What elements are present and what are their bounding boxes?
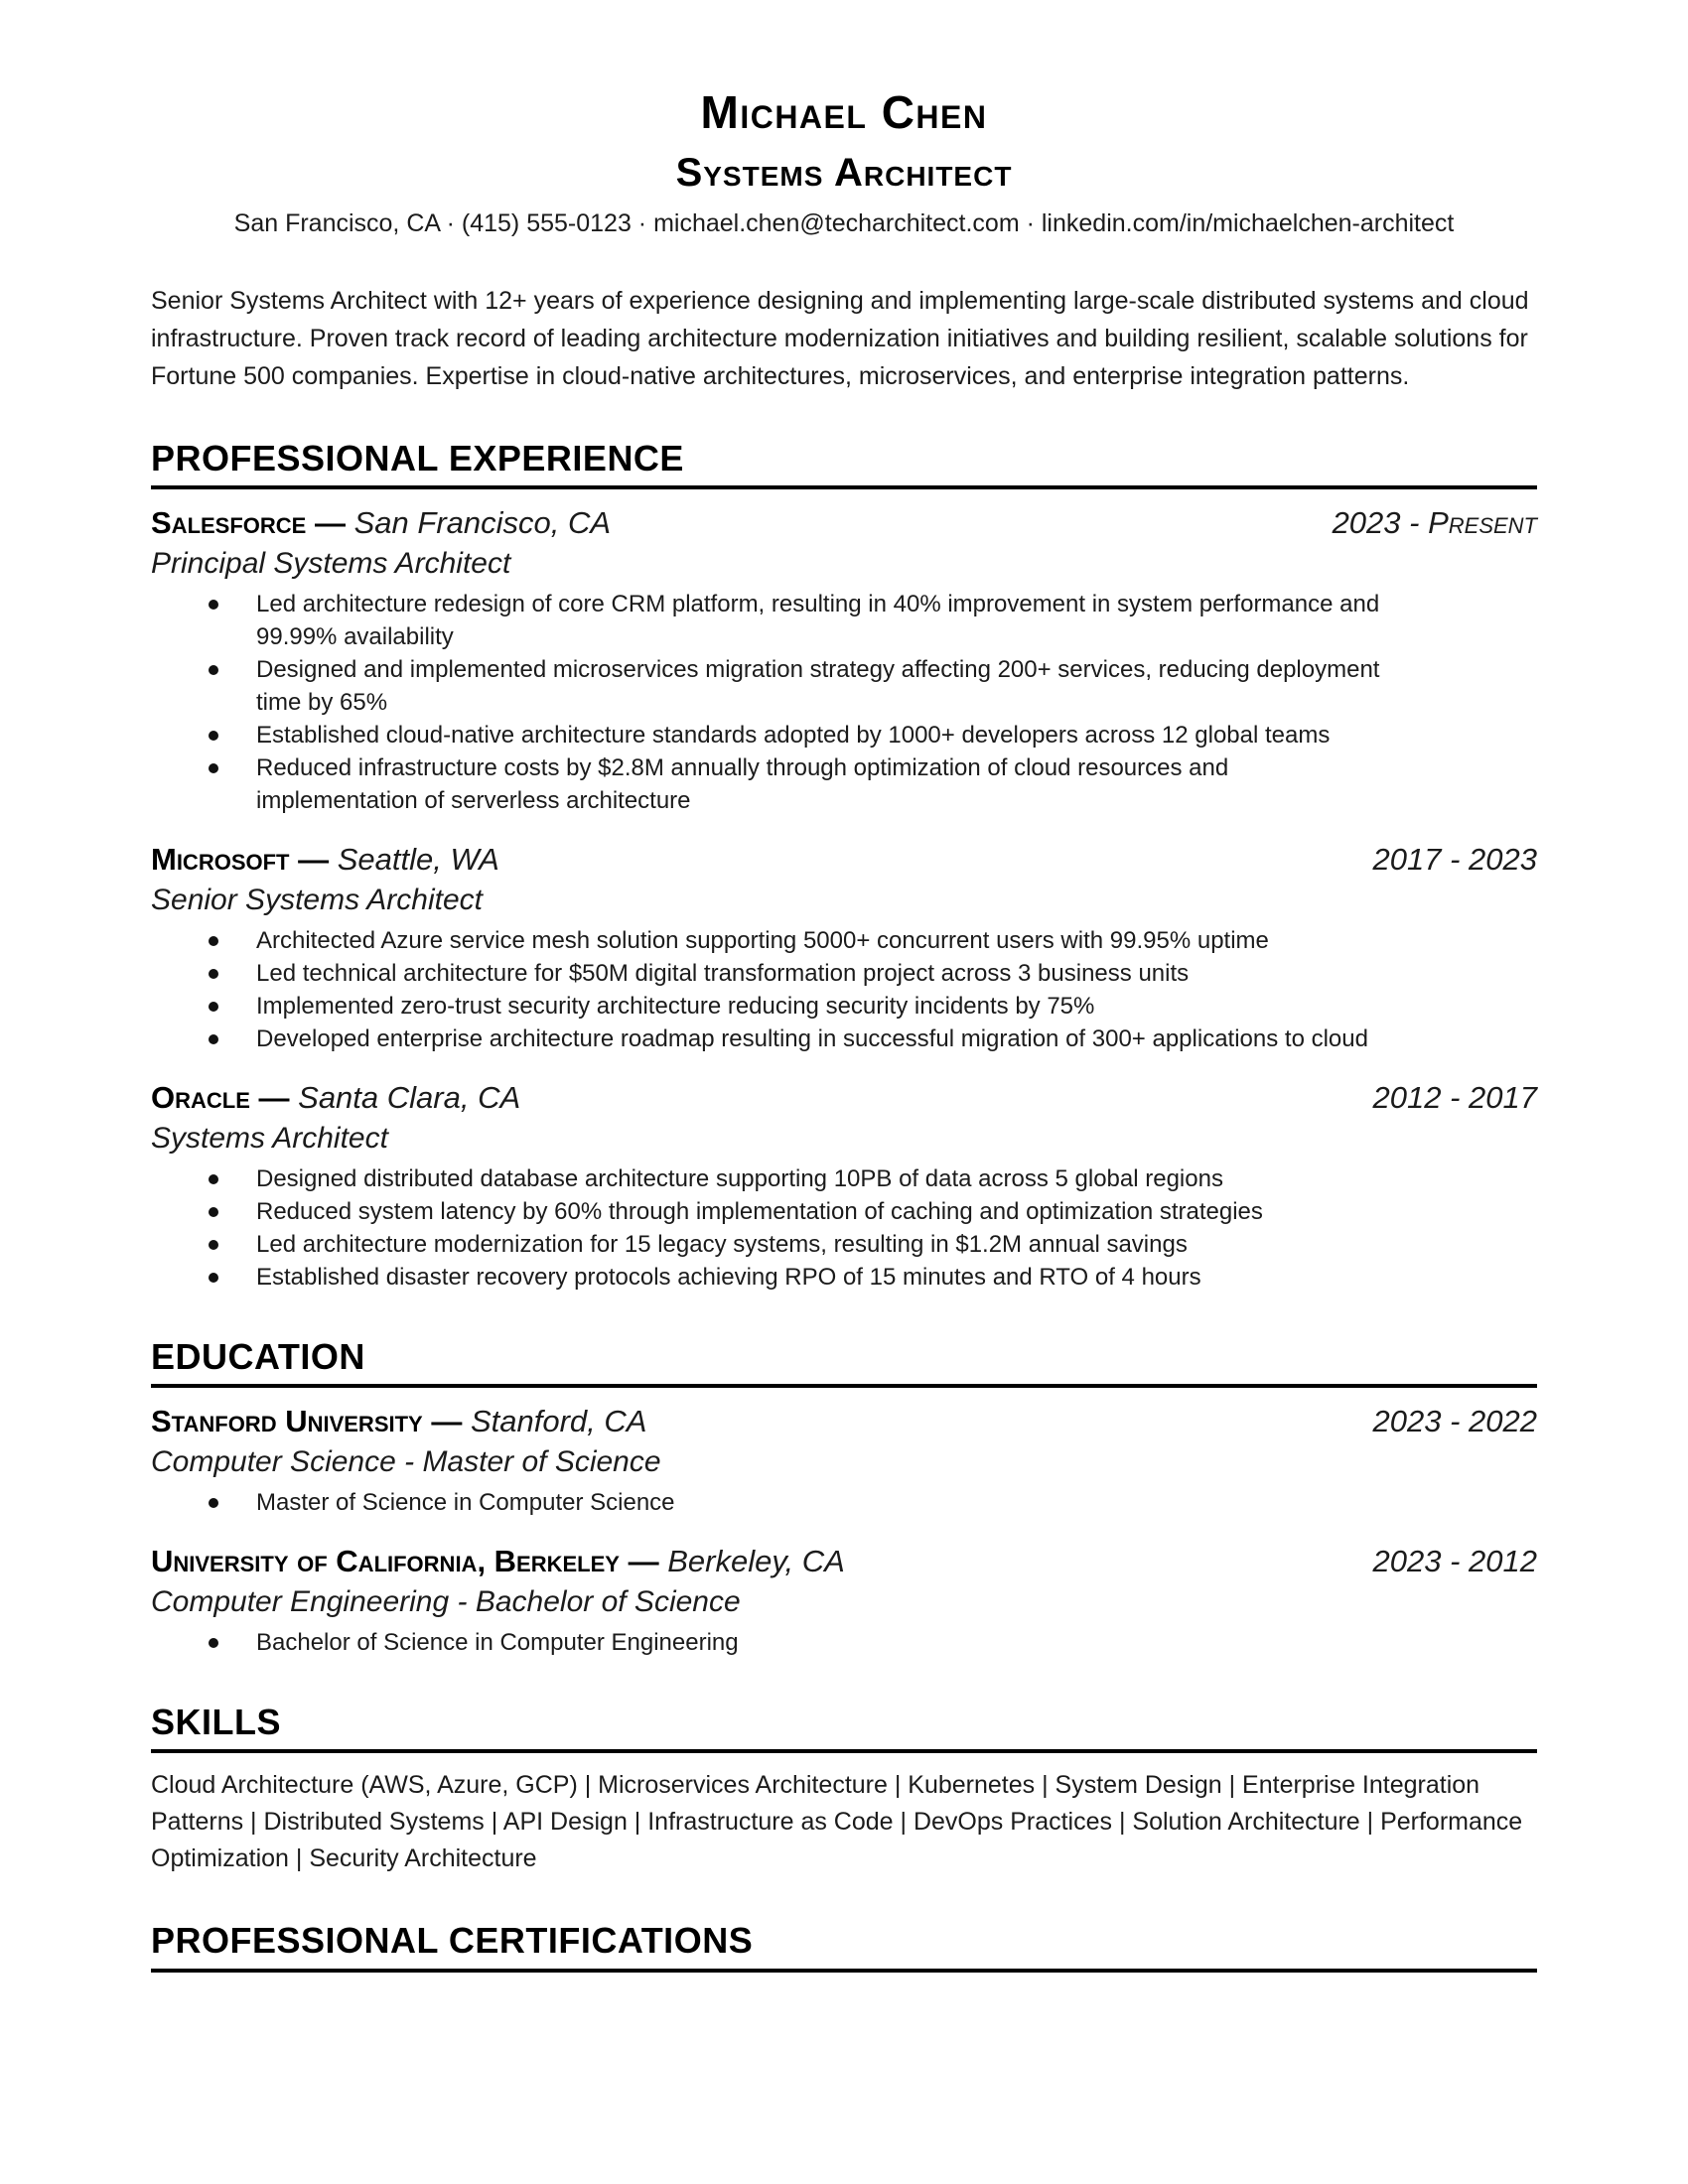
degree-line: Computer Engineering - Bachelor of Science <box>151 1585 741 1619</box>
school-location: Berkeley, CA <box>667 1544 845 1579</box>
job-title: Systems Architect <box>151 1121 388 1155</box>
summary-paragraph: Senior Systems Architect with 12+ years of experience designing and implementing large-scale distributed systems and cloud infrastructure. Proven track record of leading architecture modernization initiatives and building resilient, scalable solutions for Fortune 500 companies. Expertise in cloud-native architectures, microservices, and enterprise integration patterns. <box>151 286 1529 390</box>
school-entry-berkeley <box>151 1543 1537 1659</box>
job-header <box>151 1079 1537 1117</box>
bullet-item: Architected Azure service mesh solution supporting 5000+ concurrent users with 99.95% uptime <box>151 924 1537 957</box>
school-dates: 2023 - 2012 <box>1372 1544 1537 1579</box>
school-name-line <box>151 1403 646 1440</box>
company-name: Microsoft <box>151 841 290 877</box>
bullet-item: Designed and implemented microservices migration strategy affecting 200+ services, reducing deployment time by 65% <box>151 653 1537 719</box>
bullet-item: Designed distributed database architecture supporting 10PB of data across 5 global regions <box>151 1162 1537 1195</box>
education-heading: EDUCATION <box>151 1337 1537 1388</box>
bullet-item: Led architecture modernization for 15 legacy systems, resulting in $1.2M annual savings <box>151 1228 1537 1261</box>
bullet-item: Established cloud-native architecture standards adopted by 1000+ developers across 12 global teams <box>151 719 1537 751</box>
school-header <box>151 1543 1537 1580</box>
section-experience <box>151 439 1537 1294</box>
job-bullet-list <box>151 1162 1537 1294</box>
company-location-separator: — <box>314 504 346 540</box>
bullet-item: Developed enterprise architecture roadmap resulting in successful migration of 300+ applications to cloud <box>151 1023 1537 1055</box>
skills-list-text: Cloud Architecture (AWS, Azure, GCP) | Microservices Architecture | Kubernetes | System Design | Enterprise Integration Patterns | Distributed Systems | API Design | Infrastructure as Code | DevOps Practices | Solution Architecture | Performance Optimization | Security Architecture <box>151 1771 1523 1873</box>
contact-line: San Francisco, CA · (415) 555-0123 · michael.chen@techarchitect.com · linkedin.com/in/michaelchen-architect <box>233 208 1455 237</box>
bullet-item: Led architecture redesign of core CRM platform, resulting in 40% improvement in system performance and 99.99% availability <box>151 588 1537 653</box>
job-entry-oracle <box>151 1079 1537 1294</box>
candidate-name: Michael Chen <box>700 86 988 138</box>
company-location-separator: — <box>298 841 330 877</box>
resume-header <box>151 87 1537 238</box>
job-header <box>151 504 1537 542</box>
job-dates: 2017 - 2023 <box>1372 841 1537 877</box>
school-dates: 2023 - 2022 <box>1372 1404 1537 1439</box>
school-location-separator: — <box>628 1544 659 1579</box>
job-bullet-list <box>151 924 1537 1055</box>
bullet-item: Reduced infrastructure costs by $2.8M annually through optimization of cloud resources and implementation of serverless architecture <box>151 751 1537 817</box>
degree-line: Computer Science - Master of Science <box>151 1445 661 1479</box>
job-company-line <box>151 504 611 542</box>
company-name: Salesforce <box>151 504 307 540</box>
section-certifications <box>151 1921 1537 1972</box>
school-header <box>151 1403 1537 1440</box>
job-title: Principal Systems Architect <box>151 546 511 580</box>
section-education <box>151 1337 1537 1659</box>
job-bullet-list <box>151 588 1537 817</box>
job-title: Senior Systems Architect <box>151 883 483 916</box>
bullet-item: Established disaster recovery protocols achieving RPO of 15 minutes and RTO of 4 hours <box>151 1261 1537 1294</box>
job-company-line <box>151 1079 520 1117</box>
school-name: Stanford University <box>151 1404 423 1439</box>
job-entry-salesforce <box>151 504 1537 817</box>
school-entry-stanford <box>151 1403 1537 1519</box>
candidate-title: Systems Architect <box>675 150 1013 195</box>
bullet-item: Bachelor of Science in Computer Engineering <box>151 1626 1537 1659</box>
company-name: Oracle <box>151 1079 250 1115</box>
job-entry-microsoft <box>151 841 1537 1055</box>
job-header <box>151 841 1537 879</box>
experience-heading: PROFESSIONAL EXPERIENCE <box>151 439 1537 489</box>
skills-heading: SKILLS <box>151 1703 1537 1753</box>
bullet-item: Master of Science in Computer Science <box>151 1486 1537 1519</box>
job-company-line <box>151 841 499 879</box>
job-dates: 2023 - Present <box>1332 504 1537 540</box>
bullet-item: Implemented zero-trust security architecture reducing security incidents by 75% <box>151 990 1537 1023</box>
bullet-item: Reduced system latency by 60% through implementation of caching and optimization strategies <box>151 1195 1537 1228</box>
school-location: Stanford, CA <box>470 1404 647 1439</box>
school-location-separator: — <box>431 1404 463 1439</box>
certifications-heading: PROFESSIONAL CERTIFICATIONS <box>151 1921 1537 1972</box>
company-location-separator: — <box>258 1079 290 1115</box>
school-bullet-list <box>151 1626 1537 1659</box>
job-location: San Francisco, CA <box>353 504 612 540</box>
section-skills <box>151 1703 1537 1877</box>
school-name-line <box>151 1543 845 1580</box>
bullet-item: Led technical architecture for $50M digital transformation project across 3 business units <box>151 957 1537 990</box>
job-location: Santa Clara, CA <box>298 1079 521 1115</box>
job-location: Seattle, WA <box>337 841 499 877</box>
school-name: University of California, Berkeley <box>151 1544 620 1579</box>
school-bullet-list <box>151 1486 1537 1519</box>
job-dates: 2012 - 2017 <box>1372 1079 1537 1115</box>
